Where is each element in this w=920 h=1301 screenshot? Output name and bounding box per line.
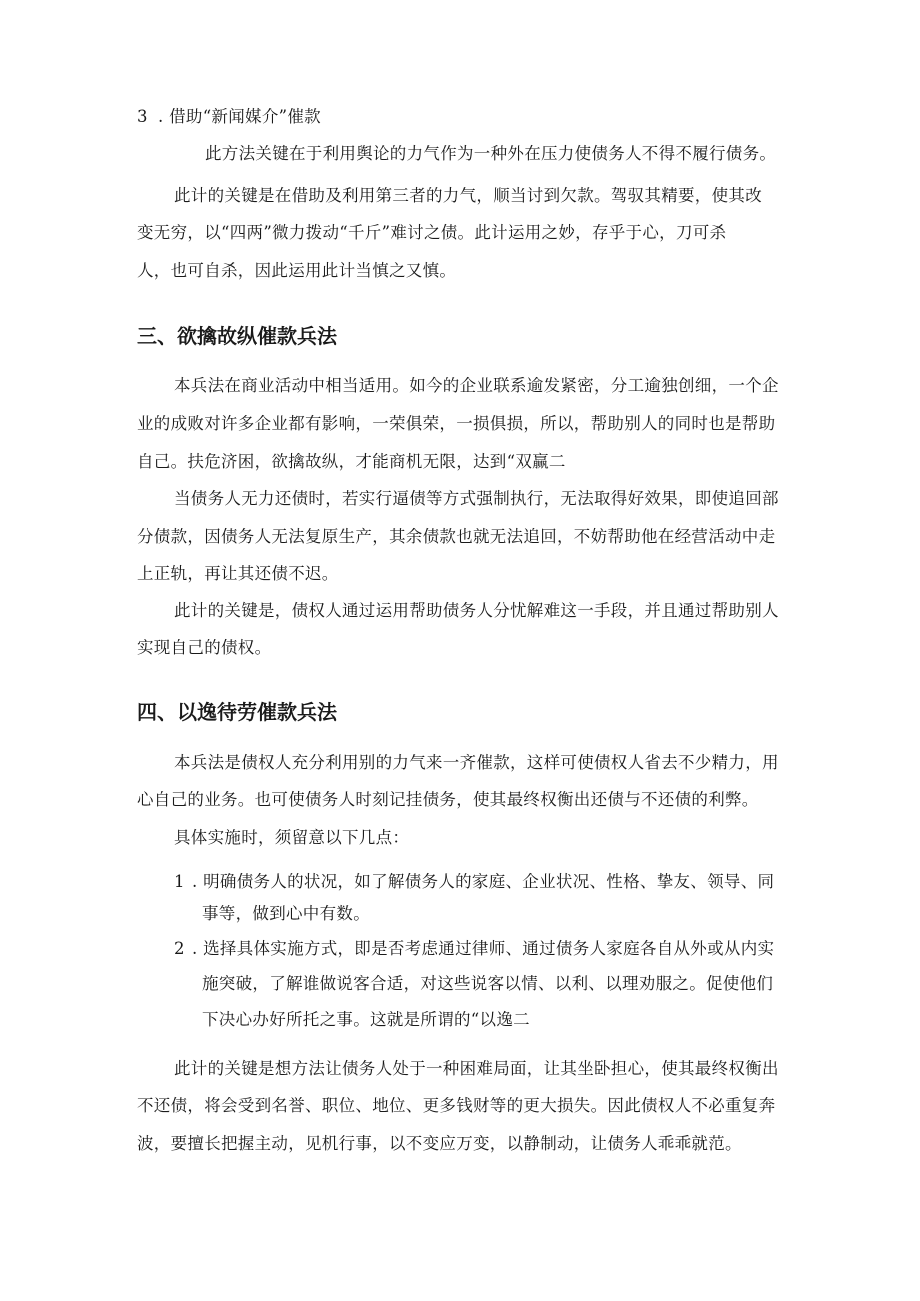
paragraph-line: 业的成败对许多企业都有影响，一荣俱荣，一损俱损，所以，帮助别人的同时也是帮助 [137, 414, 776, 433]
paragraph-line: 此计的关键是，债权人通过运用帮助债务人分忧解难这一手段，并且通过帮助别人 [174, 601, 779, 620]
list-item-line: . 选择具体实施方式，即是否考虑通过律师、通过债务人家庭各自从外或从内实 [192, 939, 775, 958]
paragraph-line: 波，要擅长把握主动，见机行事，以不变应万变，以静制动，让债务人乖乖就范。 [137, 1134, 742, 1153]
list-number: 2 [174, 939, 185, 958]
list-item-line: 事等，做到心中有数。 [202, 904, 370, 923]
list-item-title: . 借助“新闻媒介”催款 [158, 107, 321, 126]
paragraph-line: 具体实施时，须留意以下几点： [174, 828, 410, 847]
list-number: 3 [137, 107, 148, 126]
list-item-line: 下决心办好所托之事。这就是所谓的“以逸二 [202, 1010, 530, 1029]
paragraph-line: 此计的关键是在借助及利用第三者的力气，顺当讨到欠款。驾驭其精要，使其改 [174, 186, 762, 205]
section-heading: 三、欲擒故纵催款兵法 [137, 324, 337, 348]
paragraph-line: 本兵法是债权人充分利用别的力气来一齐催款，这样可使债权人省去不少精力，用 [174, 753, 779, 772]
paragraph-line: 不还债，将会受到名誉、职位、地位、更多钱财等的更大损失。因此债权人不必重复奔 [137, 1096, 776, 1115]
list-item-description: 此方法关键在于利用舆论的力气作为一种外在压力使债务人不得不履行债务。 [205, 144, 777, 163]
list-item-line: 施突破，了解谁做说客合适，对这些说客以情、以利、以理劝服之。促使他们 [202, 974, 774, 993]
paragraph-line: 分债款，因债务人无法复原生产，其余债款也就无法追回，不妨帮助他在经营活动中走 [137, 527, 776, 546]
list-number: 1 [174, 872, 185, 891]
paragraph-line: 心自己的业务。也可使债务人时刻记挂债务，使其最终权衡出还债与不还债的利弊。 [137, 790, 759, 809]
list-item-line: . 明确债务人的状况，如了解债务人的家庭、企业状况、性格、挚友、领导、同 [192, 872, 775, 891]
paragraph-line: 变无穷，以“四两”微力拨动“千斤”难讨之债。此计运用之妙，存乎于心，刀可杀 [137, 223, 727, 242]
paragraph-line: 人，也可自杀，因此运用此计当慎之又慎。 [137, 261, 457, 280]
paragraph-line: 此计的关键是想方法让债务人处于一种困难局面，让其坐卧担心，使其最终权衡出 [174, 1059, 779, 1078]
paragraph-line: 实现自己的债权。 [137, 638, 272, 657]
paragraph-line: 自己。扶危济困，欲擒故纵，才能商机无限，达到“双赢二 [137, 452, 566, 471]
section-heading: 四、以逸待劳催款兵法 [137, 700, 337, 724]
paragraph-line: 上正轨，再让其还债不迟。 [137, 564, 339, 583]
paragraph-line: 当债务人无力还债时，若实行逼债等方式强制执行，无法取得好效果，即使追回部 [174, 489, 779, 508]
paragraph-line: 本兵法在商业活动中相当适用。如今的企业联系逾发紧密，分工逾独创细，一个企 [174, 376, 779, 395]
